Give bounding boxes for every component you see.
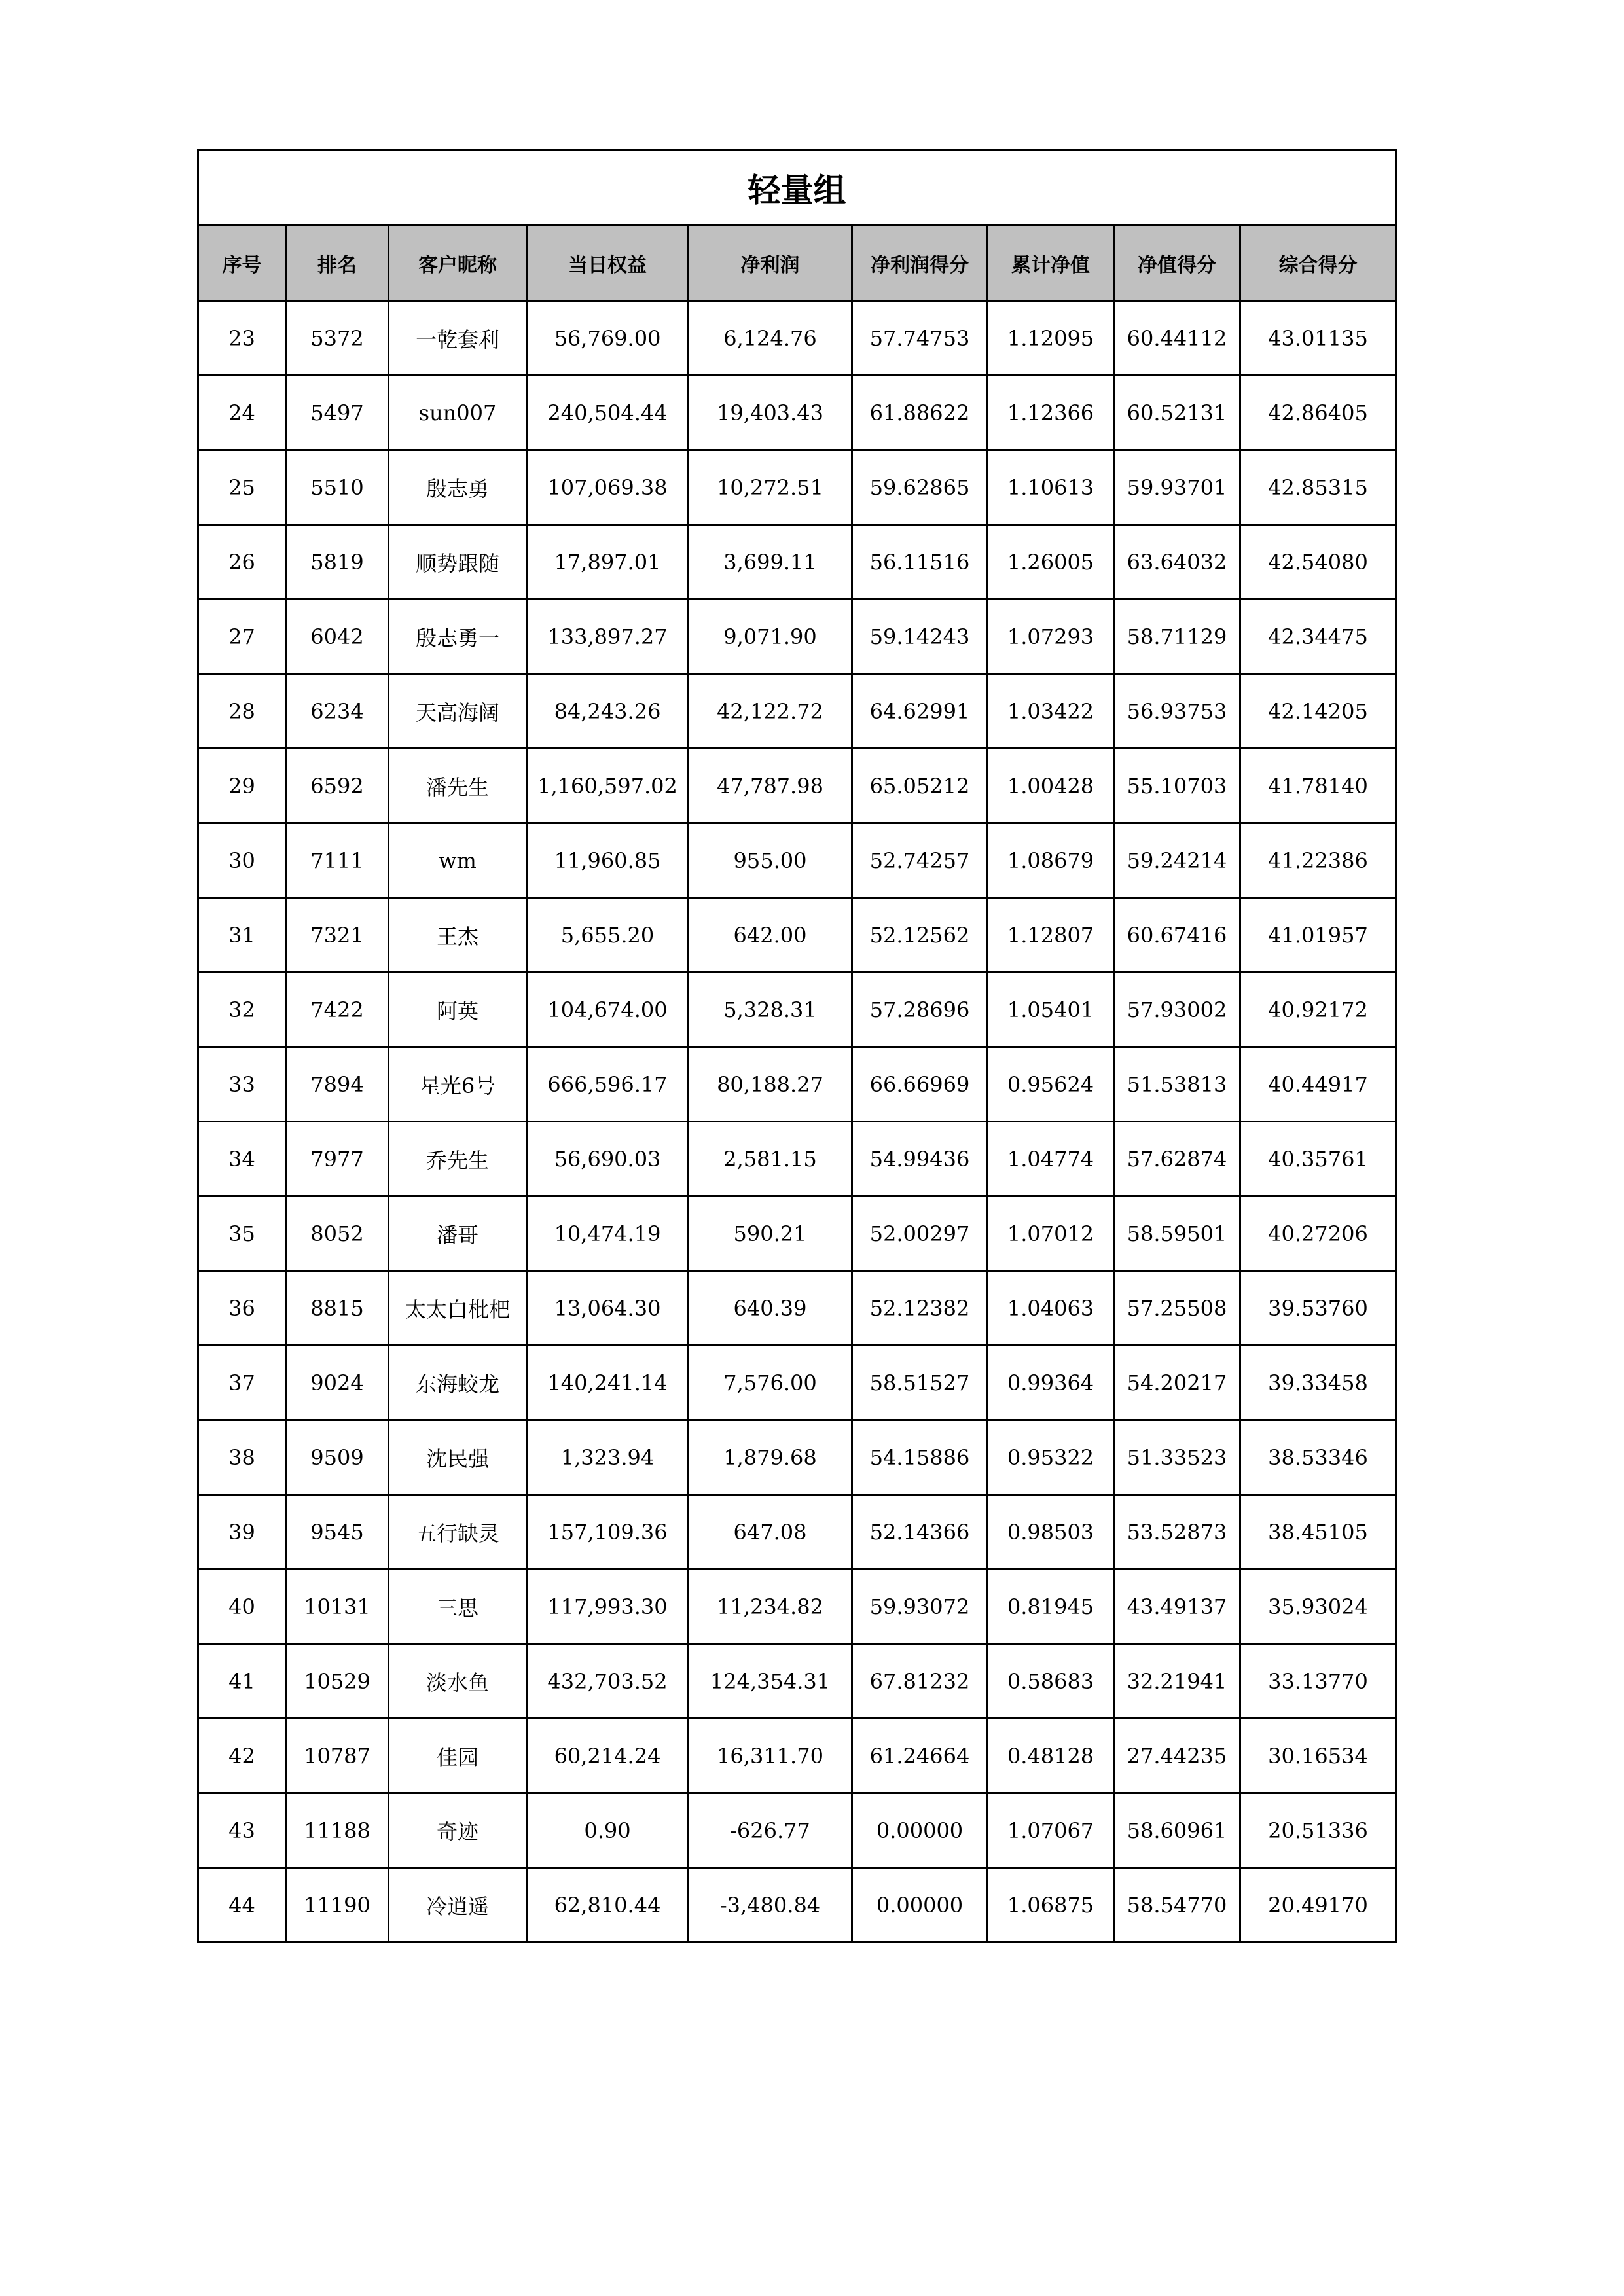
table-cell: 顺势跟随 bbox=[389, 525, 527, 600]
table-cell: 19,403.43 bbox=[689, 376, 852, 450]
table-row bbox=[198, 1644, 1396, 1719]
table-cell: 41 bbox=[198, 1644, 286, 1719]
table-cell: 133,897.27 bbox=[527, 600, 689, 674]
table-cell: 11188 bbox=[286, 1793, 389, 1868]
table-cell: 640.39 bbox=[689, 1271, 852, 1346]
table-cell: 84,243.26 bbox=[527, 674, 689, 749]
table-cell: 0.81945 bbox=[988, 1570, 1114, 1644]
table-cell: 54.99436 bbox=[852, 1122, 988, 1196]
table-cell: sun007 bbox=[389, 376, 527, 450]
table-cell: 王杰 bbox=[389, 898, 527, 973]
table-cell: 23 bbox=[198, 301, 286, 376]
table-cell: 43 bbox=[198, 1793, 286, 1868]
table-cell: -626.77 bbox=[689, 1793, 852, 1868]
table-cell: 54.15886 bbox=[852, 1420, 988, 1495]
table-cell: 32 bbox=[198, 973, 286, 1047]
column-header: 综合得分 bbox=[1240, 226, 1396, 301]
table-row bbox=[198, 1196, 1396, 1271]
table-cell: 冷逍遥 bbox=[389, 1868, 527, 1943]
table-cell: 62,810.44 bbox=[527, 1868, 689, 1943]
table-row bbox=[198, 1868, 1396, 1943]
table-cell: 30 bbox=[198, 823, 286, 898]
table-cell: 20.49170 bbox=[1240, 1868, 1396, 1943]
table-row bbox=[198, 301, 1396, 376]
table-cell: 60,214.24 bbox=[527, 1719, 689, 1793]
table-cell: 0.00000 bbox=[852, 1868, 988, 1943]
table-cell: 1.06875 bbox=[988, 1868, 1114, 1943]
table-cell: 1,323.94 bbox=[527, 1420, 689, 1495]
table-cell: 60.44112 bbox=[1114, 301, 1240, 376]
table-cell: 240,504.44 bbox=[527, 376, 689, 450]
table-cell: 殷志勇一 bbox=[389, 600, 527, 674]
table-cell: 59.93701 bbox=[1114, 450, 1240, 525]
table-row bbox=[198, 973, 1396, 1047]
table-cell: 5510 bbox=[286, 450, 389, 525]
table-row bbox=[198, 749, 1396, 823]
column-header: 累计净值 bbox=[988, 226, 1114, 301]
column-header: 净值得分 bbox=[1114, 226, 1240, 301]
table-cell: 11,234.82 bbox=[689, 1570, 852, 1644]
table-cell: 淡水鱼 bbox=[389, 1644, 527, 1719]
table-cell: 56.93753 bbox=[1114, 674, 1240, 749]
table-cell: 10,272.51 bbox=[689, 450, 852, 525]
table-cell: 24 bbox=[198, 376, 286, 450]
table-cell: 40.92172 bbox=[1240, 973, 1396, 1047]
table-row bbox=[198, 1793, 1396, 1868]
table-cell: 6234 bbox=[286, 674, 389, 749]
table-cell: 1.12095 bbox=[988, 301, 1114, 376]
table-cell: 64.62991 bbox=[852, 674, 988, 749]
table-cell: 29 bbox=[198, 749, 286, 823]
table-cell: 34 bbox=[198, 1122, 286, 1196]
table-cell: 157,109.36 bbox=[527, 1495, 689, 1570]
table-cell: 1.08679 bbox=[988, 823, 1114, 898]
table-cell: 35.93024 bbox=[1240, 1570, 1396, 1644]
table-cell: 0.98503 bbox=[988, 1495, 1114, 1570]
table-cell: 36 bbox=[198, 1271, 286, 1346]
table-cell: 57.25508 bbox=[1114, 1271, 1240, 1346]
table-cell: 1,879.68 bbox=[689, 1420, 852, 1495]
table-cell: 7,576.00 bbox=[689, 1346, 852, 1420]
table-row bbox=[198, 823, 1396, 898]
table-cell: 27.44235 bbox=[1114, 1719, 1240, 1793]
table-cell: 9545 bbox=[286, 1495, 389, 1570]
table-cell: 1.04063 bbox=[988, 1271, 1114, 1346]
table-cell: 107,069.38 bbox=[527, 450, 689, 525]
table-cell: 26 bbox=[198, 525, 286, 600]
ranking-table bbox=[197, 149, 1397, 1943]
table-cell: 3,699.11 bbox=[689, 525, 852, 600]
table-cell: 7977 bbox=[286, 1122, 389, 1196]
table-row bbox=[198, 1495, 1396, 1570]
table-cell: 432,703.52 bbox=[527, 1644, 689, 1719]
table-cell: 51.53813 bbox=[1114, 1047, 1240, 1122]
table-cell: 潘哥 bbox=[389, 1196, 527, 1271]
table-cell: 58.51527 bbox=[852, 1346, 988, 1420]
table-cell: 奇迹 bbox=[389, 1793, 527, 1868]
results-sheet bbox=[197, 149, 1395, 1943]
table-cell: 0.48128 bbox=[988, 1719, 1114, 1793]
table-cell: 1.12807 bbox=[988, 898, 1114, 973]
table-row bbox=[198, 1122, 1396, 1196]
table-cell: 16,311.70 bbox=[689, 1719, 852, 1793]
table-cell: 40.35761 bbox=[1240, 1122, 1396, 1196]
table-cell: 10787 bbox=[286, 1719, 389, 1793]
table-cell: 1.03422 bbox=[988, 674, 1114, 749]
table-cell: 41.22386 bbox=[1240, 823, 1396, 898]
table-cell: 52.12382 bbox=[852, 1271, 988, 1346]
table-row bbox=[198, 674, 1396, 749]
table-cell: 5,328.31 bbox=[689, 973, 852, 1047]
table-cell: 59.14243 bbox=[852, 600, 988, 674]
table-cell: 5,655.20 bbox=[527, 898, 689, 973]
table-cell: 647.08 bbox=[689, 1495, 852, 1570]
table-cell: 0.99364 bbox=[988, 1346, 1114, 1420]
table-cell: 60.52131 bbox=[1114, 376, 1240, 450]
table-title-row bbox=[198, 151, 1396, 226]
table-cell: 590.21 bbox=[689, 1196, 852, 1271]
table-cell: 41.78140 bbox=[1240, 749, 1396, 823]
column-header: 当日权益 bbox=[527, 226, 689, 301]
table-row bbox=[198, 1719, 1396, 1793]
table-cell: 30.16534 bbox=[1240, 1719, 1396, 1793]
table-cell: 80,188.27 bbox=[689, 1047, 852, 1122]
table-cell: 10,474.19 bbox=[527, 1196, 689, 1271]
table-cell: 1.00428 bbox=[988, 749, 1114, 823]
table-cell: 58.71129 bbox=[1114, 600, 1240, 674]
table-cell: 58.59501 bbox=[1114, 1196, 1240, 1271]
table-cell: 佳园 bbox=[389, 1719, 527, 1793]
table-cell: 61.88622 bbox=[852, 376, 988, 450]
table-cell: 52.74257 bbox=[852, 823, 988, 898]
table-cell: 42 bbox=[198, 1719, 286, 1793]
table-cell: 13,064.30 bbox=[527, 1271, 689, 1346]
table-cell: 天高海阔 bbox=[389, 674, 527, 749]
column-header: 排名 bbox=[286, 226, 389, 301]
table-cell: 104,674.00 bbox=[527, 973, 689, 1047]
table-row bbox=[198, 1346, 1396, 1420]
table-cell: 61.24664 bbox=[852, 1719, 988, 1793]
table-cell: 32.21941 bbox=[1114, 1644, 1240, 1719]
table-cell: 0.90 bbox=[527, 1793, 689, 1868]
table-cell: 53.52873 bbox=[1114, 1495, 1240, 1570]
table-cell: 39 bbox=[198, 1495, 286, 1570]
table-cell: 31 bbox=[198, 898, 286, 973]
table-cell: 140,241.14 bbox=[527, 1346, 689, 1420]
table-cell: 0.00000 bbox=[852, 1793, 988, 1868]
table-cell: 38 bbox=[198, 1420, 286, 1495]
table-cell: 42.34475 bbox=[1240, 600, 1396, 674]
table-cell: 1.10613 bbox=[988, 450, 1114, 525]
table-cell: 33 bbox=[198, 1047, 286, 1122]
table-cell: 42,122.72 bbox=[689, 674, 852, 749]
table-row bbox=[198, 376, 1396, 450]
table-row bbox=[198, 450, 1396, 525]
table-cell: 25 bbox=[198, 450, 286, 525]
table-cell: 117,993.30 bbox=[527, 1570, 689, 1644]
table-cell: 63.64032 bbox=[1114, 525, 1240, 600]
table-cell: 6592 bbox=[286, 749, 389, 823]
table-cell: 11,960.85 bbox=[527, 823, 689, 898]
table-cell: 41.01957 bbox=[1240, 898, 1396, 973]
table-header-row bbox=[198, 226, 1396, 301]
table-cell: 20.51336 bbox=[1240, 1793, 1396, 1868]
table-cell: 星光6号 bbox=[389, 1047, 527, 1122]
table-cell: 59.62865 bbox=[852, 450, 988, 525]
table-cell: 9,071.90 bbox=[689, 600, 852, 674]
table-cell: 1,160,597.02 bbox=[527, 749, 689, 823]
table-cell: 潘先生 bbox=[389, 749, 527, 823]
column-header: 序号 bbox=[198, 226, 286, 301]
table-cell: 太太白枇杷 bbox=[389, 1271, 527, 1346]
table-cell: 40 bbox=[198, 1570, 286, 1644]
table-cell: 9024 bbox=[286, 1346, 389, 1420]
table-cell: 乔先生 bbox=[389, 1122, 527, 1196]
table-cell: 1.07012 bbox=[988, 1196, 1114, 1271]
table-cell: 66.66969 bbox=[852, 1047, 988, 1122]
table-cell: 8815 bbox=[286, 1271, 389, 1346]
table-row bbox=[198, 898, 1396, 973]
table-cell: 五行缺灵 bbox=[389, 1495, 527, 1570]
table-row bbox=[198, 1047, 1396, 1122]
table-cell: 1.05401 bbox=[988, 973, 1114, 1047]
table-cell: 7422 bbox=[286, 973, 389, 1047]
table-title: 轻量组 bbox=[198, 151, 1396, 226]
table-row bbox=[198, 1420, 1396, 1495]
table-cell: wm bbox=[389, 823, 527, 898]
table-cell: 44 bbox=[198, 1868, 286, 1943]
table-cell: 43.01135 bbox=[1240, 301, 1396, 376]
table-cell: 1.04774 bbox=[988, 1122, 1114, 1196]
table-cell: 57.74753 bbox=[852, 301, 988, 376]
table-body bbox=[198, 301, 1396, 1943]
table-cell: 56.11516 bbox=[852, 525, 988, 600]
table-cell: 42.85315 bbox=[1240, 450, 1396, 525]
table-cell: 7111 bbox=[286, 823, 389, 898]
table-cell: 6042 bbox=[286, 600, 389, 674]
table-cell: 39.33458 bbox=[1240, 1346, 1396, 1420]
table-cell: 54.20217 bbox=[1114, 1346, 1240, 1420]
table-cell: 阿英 bbox=[389, 973, 527, 1047]
table-cell: 42.86405 bbox=[1240, 376, 1396, 450]
table-cell: 10529 bbox=[286, 1644, 389, 1719]
table-cell: 642.00 bbox=[689, 898, 852, 973]
table-cell: 27 bbox=[198, 600, 286, 674]
table-cell: 51.33523 bbox=[1114, 1420, 1240, 1495]
table-cell: 42.14205 bbox=[1240, 674, 1396, 749]
table-cell: 11190 bbox=[286, 1868, 389, 1943]
table-cell: 8052 bbox=[286, 1196, 389, 1271]
table-cell: 三思 bbox=[389, 1570, 527, 1644]
table-cell: 52.00297 bbox=[852, 1196, 988, 1271]
table-cell: 10131 bbox=[286, 1570, 389, 1644]
table-cell: 5819 bbox=[286, 525, 389, 600]
table-cell: 57.93002 bbox=[1114, 973, 1240, 1047]
table-cell: 43.49137 bbox=[1114, 1570, 1240, 1644]
table-row bbox=[198, 1570, 1396, 1644]
table-cell: 0.95322 bbox=[988, 1420, 1114, 1495]
table-cell: 1.07067 bbox=[988, 1793, 1114, 1868]
table-cell: 124,354.31 bbox=[689, 1644, 852, 1719]
table-cell: 2,581.15 bbox=[689, 1122, 852, 1196]
table-cell: 58.54770 bbox=[1114, 1868, 1240, 1943]
table-cell: 56,769.00 bbox=[527, 301, 689, 376]
table-cell: 38.45105 bbox=[1240, 1495, 1396, 1570]
table-cell: 42.54080 bbox=[1240, 525, 1396, 600]
table-cell: 666,596.17 bbox=[527, 1047, 689, 1122]
table-cell: 7321 bbox=[286, 898, 389, 973]
table-cell: 0.95624 bbox=[988, 1047, 1114, 1122]
table-cell: 65.05212 bbox=[852, 749, 988, 823]
table-cell: 40.27206 bbox=[1240, 1196, 1396, 1271]
column-header: 客户昵称 bbox=[389, 226, 527, 301]
table-cell: 39.53760 bbox=[1240, 1271, 1396, 1346]
column-header: 净利润得分 bbox=[852, 226, 988, 301]
table-cell: 1.07293 bbox=[988, 600, 1114, 674]
table-cell: 33.13770 bbox=[1240, 1644, 1396, 1719]
table-cell: 59.24214 bbox=[1114, 823, 1240, 898]
table-cell: 17,897.01 bbox=[527, 525, 689, 600]
table-cell: 5372 bbox=[286, 301, 389, 376]
table-row bbox=[198, 1271, 1396, 1346]
table-cell: 37 bbox=[198, 1346, 286, 1420]
table-cell: 9509 bbox=[286, 1420, 389, 1495]
table-cell: 0.58683 bbox=[988, 1644, 1114, 1719]
table-cell: 47,787.98 bbox=[689, 749, 852, 823]
table-cell: 7894 bbox=[286, 1047, 389, 1122]
table-cell: 沈民强 bbox=[389, 1420, 527, 1495]
table-cell: 1.12366 bbox=[988, 376, 1114, 450]
table-cell: 1.26005 bbox=[988, 525, 1114, 600]
table-cell: 955.00 bbox=[689, 823, 852, 898]
table-cell: 52.14366 bbox=[852, 1495, 988, 1570]
table-cell: 58.60961 bbox=[1114, 1793, 1240, 1868]
table-cell: 28 bbox=[198, 674, 286, 749]
table-cell: 殷志勇 bbox=[389, 450, 527, 525]
table-cell: 一乾套利 bbox=[389, 301, 527, 376]
table-cell: 60.67416 bbox=[1114, 898, 1240, 973]
table-cell: 56,690.03 bbox=[527, 1122, 689, 1196]
table-cell: 6,124.76 bbox=[689, 301, 852, 376]
table-cell: 40.44917 bbox=[1240, 1047, 1396, 1122]
table-cell: 57.28696 bbox=[852, 973, 988, 1047]
table-cell: 35 bbox=[198, 1196, 286, 1271]
table-cell: 52.12562 bbox=[852, 898, 988, 973]
table-cell: 57.62874 bbox=[1114, 1122, 1240, 1196]
table-cell: 东海蛟龙 bbox=[389, 1346, 527, 1420]
table-cell: 55.10703 bbox=[1114, 749, 1240, 823]
column-header: 净利润 bbox=[689, 226, 852, 301]
table-cell: 38.53346 bbox=[1240, 1420, 1396, 1495]
table-cell: 5497 bbox=[286, 376, 389, 450]
table-cell: -3,480.84 bbox=[689, 1868, 852, 1943]
table-cell: 67.81232 bbox=[852, 1644, 988, 1719]
table-row bbox=[198, 600, 1396, 674]
table-row bbox=[198, 525, 1396, 600]
table-cell: 59.93072 bbox=[852, 1570, 988, 1644]
